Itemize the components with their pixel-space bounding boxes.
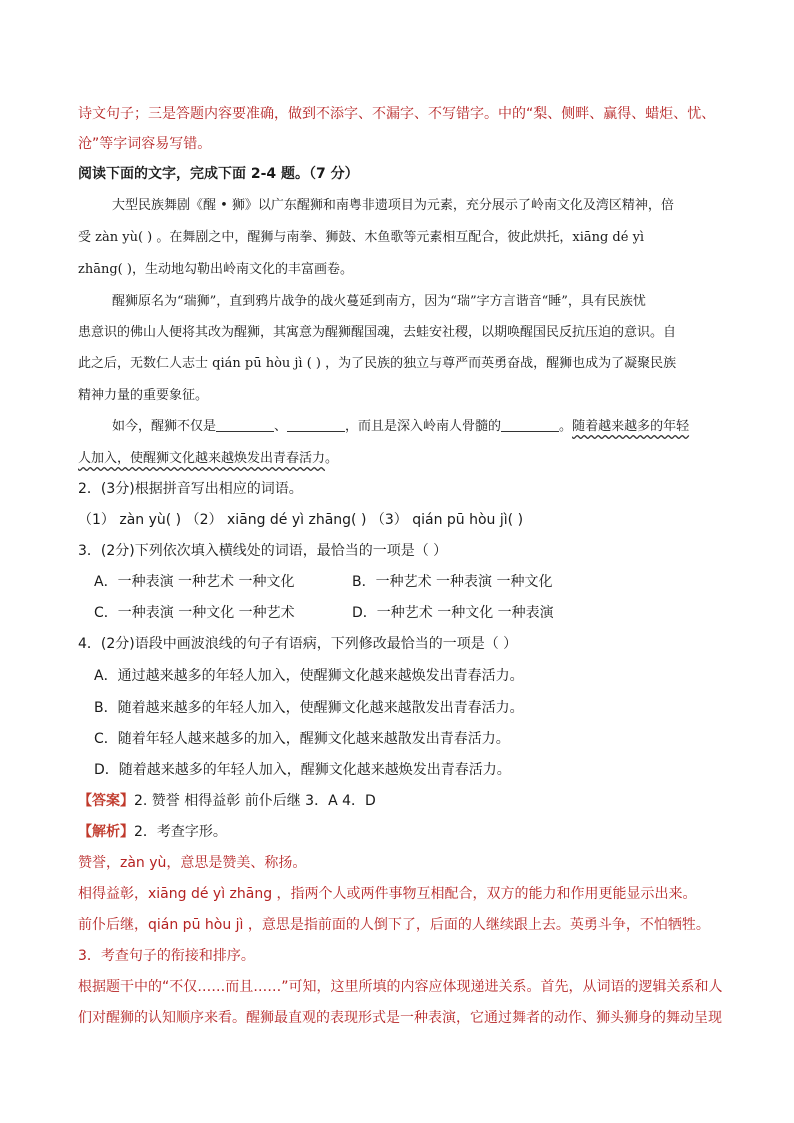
section-title: 阅读下面的文字，完成下面 2-4 题。（7 分）: [78, 166, 359, 182]
p3-text-d: 。: [559, 419, 573, 434]
q4-option-a[interactable]: A．通过越来越多的年轻人加入，使醒狮文化越来越焕发出青春活力。: [94, 668, 524, 684]
analysis-line-4: 3．考查句子的衔接和排序。: [78, 948, 255, 964]
q4-option-d[interactable]: D．随着越来越多的年轻人加入，醒狮文化越来越焕发出青春活力。: [94, 762, 511, 778]
passage-p2-line-2: 患意识的佛山人便将其改为醒狮，其寓意为醒狮醒国魂，去蛙安社稷，以期唤醒国民反抗压迫的意识。自: [78, 325, 677, 340]
analysis-line-5: 根据题干中的“不仅……而且……”可知，这里所填的内容应体现递进关系。首先，从词语的逻辑关系和人: [78, 979, 723, 995]
intro-line-2: 沧”等字词容易写错。: [78, 136, 212, 152]
passage-p1-line-3: zhāng( )，生动地勾勒出岭南文化的丰富画卷。: [78, 262, 353, 277]
passage-p3-line-2: [78, 449, 338, 469]
passage-p3-line-1: [112, 417, 689, 437]
q2-stem: 2．(3分)根据拼音写出相应的词语。: [78, 481, 303, 497]
fill-blank-3[interactable]: [501, 417, 559, 432]
p3-end: 。: [325, 451, 339, 466]
answer-line: [78, 791, 376, 811]
q4-option-c[interactable]: C．随着年轻人越来越多的加入，醒狮文化越来越散发出青春活力。: [94, 731, 510, 747]
q3-option-d[interactable]: D．一种艺术 一种文化 一种表演: [352, 605, 554, 621]
q3-option-b[interactable]: B．一种艺术 一种表演 一种文化: [352, 574, 553, 590]
p3-text-b: 、: [274, 419, 288, 434]
answer-text: 2. 赞誉 相得益彰 前仆后继 3．A 4．D: [134, 793, 376, 809]
q3-stem: 3．(2分)下列依次填入横线处的词语，最恰当的一项是（ ）: [78, 543, 448, 559]
passage-p1-line-1: 大型民族舞剧《醒 • 狮》以广东醒狮和南粤非遗项目为元素，充分展示了岭南文化及湾区精神，倍: [112, 198, 674, 213]
passage-p2-line-1: 醒狮原名为“瑞狮”，直到鸦片战争的战火蔓延到南方，因为“瑞”字方言谐音“睡”，具有民族忧: [112, 294, 646, 309]
intro-line-1: 诗文句子；三是答题内容要准确，做到不添字、不漏字、不写错字。中的“梨、侧畔、赢得、蜡炬、忧、: [78, 106, 716, 122]
q4-option-b[interactable]: B．随着越来越多的年轻人加入，使醒狮文化越来越散发出青春活力。: [94, 700, 524, 716]
passage-p2-line-3: 此之后，无数仁人志士 qián pū hòu jì ( ) ，为了民族的独立与尊严而英勇奋战，醒狮也成为了凝聚民族: [78, 356, 677, 371]
analysis-line-3: 前仆后继，qián pū hòu jì ，意思是指前面的人倒下了，后面的人继续跟上去。英勇斗争，不怕牺牲。: [78, 917, 710, 933]
q4-stem: 4．(2分)语段中画波浪线的句子有语病，下列修改最恰当的一项是（ ）: [78, 636, 518, 652]
passage-p2-line-4: 精神力量的重要象征。: [78, 388, 209, 403]
answer-tag: 【答案】: [78, 793, 134, 809]
fill-blank-2[interactable]: [287, 417, 345, 432]
analysis-tag: 【解析】: [78, 824, 134, 840]
q3-option-a[interactable]: A．一种表演 一种艺术 一种文化: [94, 574, 295, 590]
fill-blank-1[interactable]: [216, 417, 274, 432]
q2-items: （1） zàn yù( ) （2） xiāng dé yì zhāng( ) （3） qián pū hòu jì( ): [78, 512, 524, 528]
p3-text-c: ，而且是深入岭南人骨髓的: [345, 419, 502, 434]
wavy-sentence-part-1: 随着越来越多的年轻: [572, 419, 690, 434]
analysis-line: [78, 822, 227, 842]
p3-text-a: 如今，醒狮不仅是: [112, 419, 217, 434]
wavy-sentence-part-2: 人加入，使醒狮文化越来越焕发出青春活力: [78, 451, 326, 466]
q3-option-c[interactable]: C．一种表演 一种文化 一种艺术: [94, 605, 295, 621]
analysis-line-6: 们对醒狮的认知顺序来看。醒狮最直观的表现形式是一种表演，它通过舞者的动作、狮头狮身的舞动呈现: [78, 1010, 722, 1026]
analysis-head: 2．考查字形。: [134, 824, 227, 840]
analysis-line-2: 相得益彰，xiāng dé yì zhāng ，指两个人或两件事物互相配合，双方的能力和作用更能显示出来。: [78, 886, 697, 902]
passage-p1-line-2: 受 zàn yù( ) 。在舞剧之中，醒狮与南拳、狮鼓、木鱼歌等元素相互配合，彼此烘托，xiāng dé yì: [78, 230, 645, 245]
analysis-line-1: 赞誉，zàn yù，意思是赞美、称扬。: [78, 855, 307, 871]
